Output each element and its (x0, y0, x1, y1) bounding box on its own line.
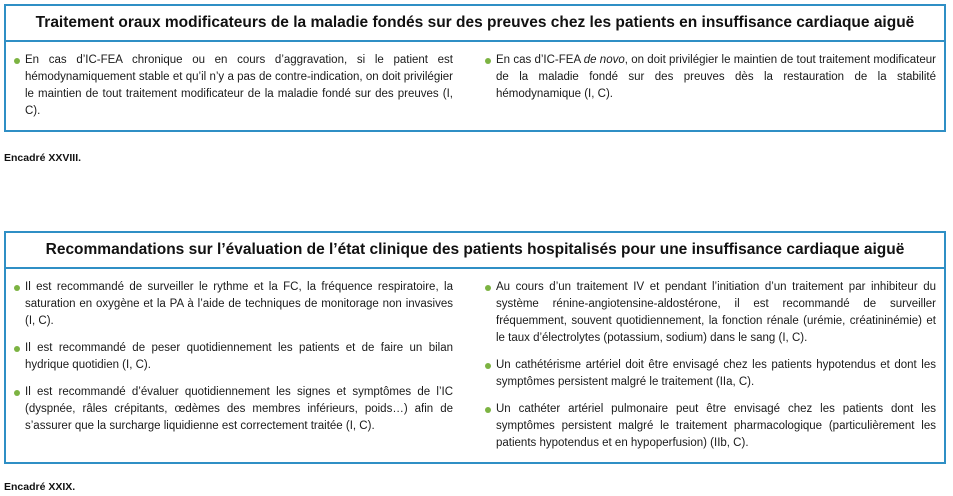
item-text: Il est recommandé d’évaluer quotidiennement les signes et symptômes de l’IC (dyspnée, râles crépitants, œdèmes des membres inférieurs, poids…) afin de s’assurer que la surcharge liquidienne est correctement traitée (I, C). (25, 386, 453, 432)
green-dot-bullet-icon (485, 407, 491, 413)
box-caption: Encadré XXIX. (4, 481, 76, 493)
list-item (485, 357, 936, 391)
item-text: Il est recommandé de surveiller le rythme et la FC, la fréquence respiratoire, la saturation en oxygène et la PA à l’aide de techniques de monitorage non invasives (I, C). (25, 281, 453, 327)
item-text: En cas d’IC-FEA chronique ou en cours d’aggravation, si le patient est hémodynamiquement stable et qu’il n’y a pas de contre-indication, on doit privilégier le maintien de tout traitement modificateur de la maladie fondé sur des preuves (I, C). (25, 54, 453, 117)
list-item (485, 401, 936, 452)
green-dot-bullet-icon (14, 58, 20, 64)
item-text: Il est recommandé de peser quotidiennement les patients et de faire un bilan hydrique quotidien (I, C). (25, 342, 453, 371)
green-dot-bullet-icon (485, 363, 491, 369)
item-text-part: , on doit privilégier le maintien de tout traitement modificateur de la maladie fondé sur des preuves dès la restauration de la stabilité hémodynamique (I, C). (496, 54, 936, 100)
item-text-italic: de novo (583, 54, 625, 66)
item-text: Un cathétérisme artériel doit être envisagé chez les patients hypotendus et dont les symptômes persistent malgré le traitement (IIa, C). (496, 359, 936, 388)
list-item (14, 279, 453, 330)
box-title: Traitement oraux modificateurs de la maladie fondés sur des preuves chez les patients en insuffisance cardiaque aiguë (6, 6, 944, 42)
box-body (6, 42, 944, 130)
list-item (485, 52, 936, 103)
box-body (6, 269, 944, 462)
item-text: Au cours d’un traitement IV et pendant l’initiation d’un traitement par inhibiteur du système rénine-angiotensine-aldostérone, il est recommandé de surveiller fréquemment, souvent quotidiennement, la fonction rénale (urémie, créatininémie) et le taux d’électrolytes (potassium, sodium) dans le sang (I, C). (496, 281, 936, 344)
list-item (14, 340, 453, 374)
list-item (485, 279, 936, 347)
left-column (14, 52, 475, 120)
green-dot-bullet-icon (14, 346, 20, 352)
right-column (475, 52, 936, 120)
item-text-part: En cas d’IC-FEA (496, 54, 584, 66)
green-dot-bullet-icon (14, 390, 20, 396)
green-dot-bullet-icon (485, 58, 491, 64)
recommendation-box-29 (4, 231, 946, 464)
item-text (496, 52, 936, 103)
green-dot-bullet-icon (14, 285, 20, 291)
right-column (475, 279, 936, 452)
left-column (14, 279, 475, 452)
list-item (14, 384, 453, 435)
box-caption: Encadré XXVIII. (4, 152, 82, 164)
box-title: Recommandations sur l’évaluation de l’état clinique des patients hospitalisés pour une insuffisance cardiaque aiguë (6, 233, 944, 269)
item-text: Un cathéter artériel pulmonaire peut être envisagé chez les patients dont les symptômes persistent malgré le traitement pharmacologique (particulièrement les patients hypotendus et en hypoperfusion) (IIb, C). (496, 403, 936, 449)
green-dot-bullet-icon (485, 285, 491, 291)
recommendation-box-28 (4, 4, 946, 132)
list-item (14, 52, 453, 120)
